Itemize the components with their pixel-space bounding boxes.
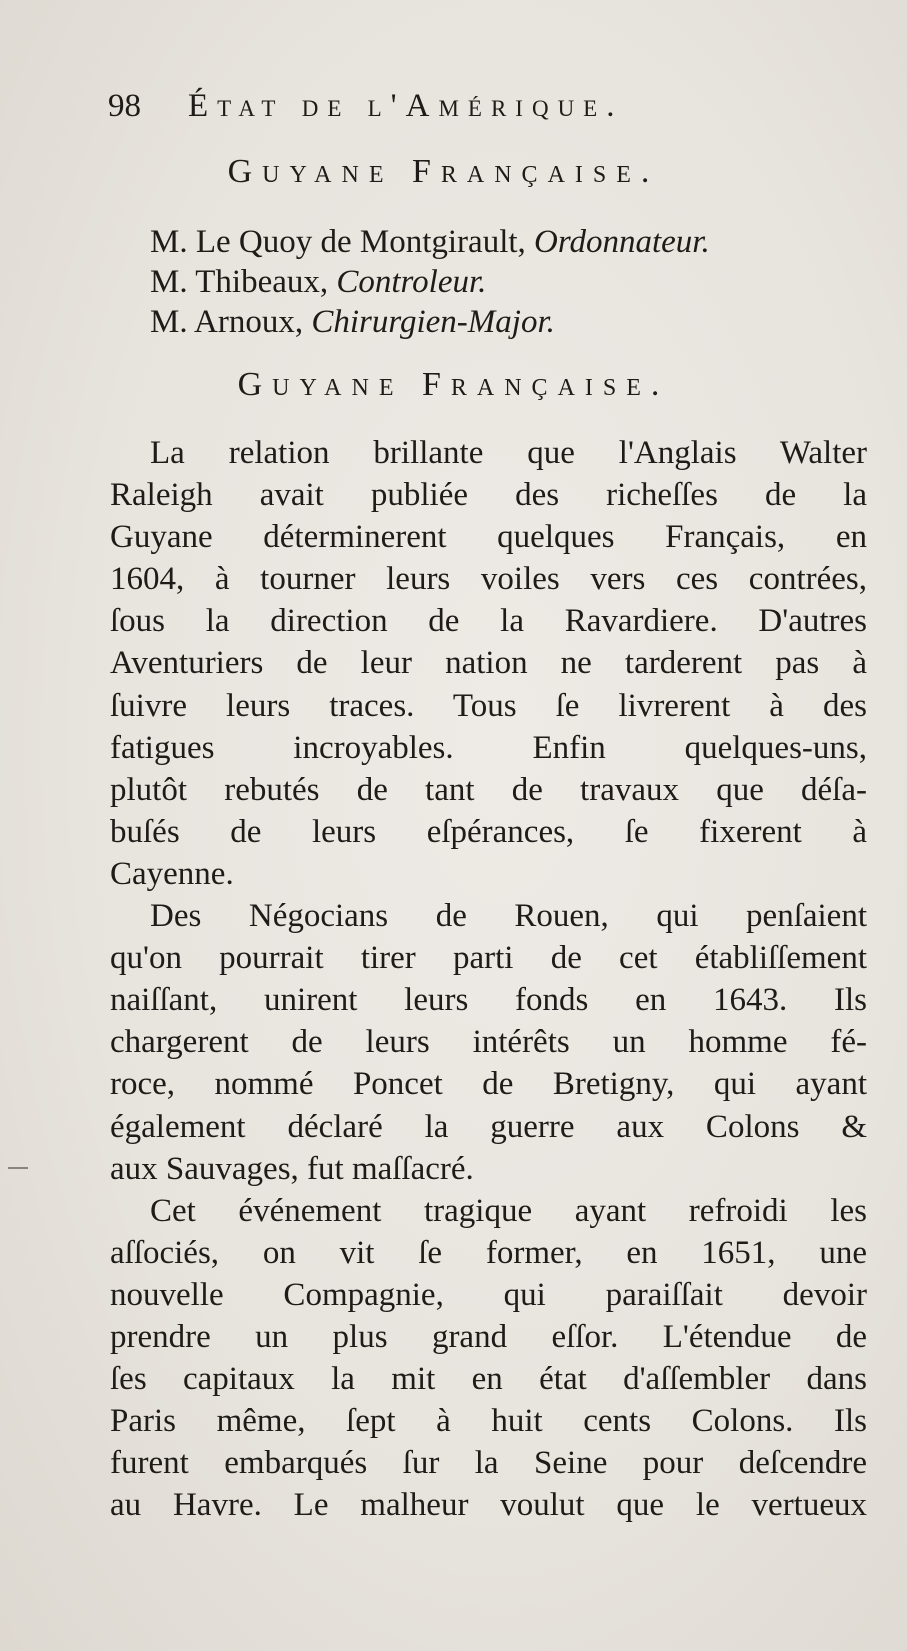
text-line: aux Sauvages, fut maſſacré.: [110, 1150, 474, 1187]
text-line: prendre un plus grand eſſor. L'étendue de: [110, 1318, 867, 1355]
staff-entry: [150, 302, 870, 342]
staff-role: Chirurgien-Major.: [311, 304, 555, 340]
text-line: Cayenne.: [110, 855, 234, 892]
text-line: 1604, à tourner leurs voiles vers ces contrées,: [110, 561, 867, 598]
text-line: également déclaré la guerre aux Colons &: [110, 1108, 867, 1145]
running-title: État de l'Amérique.: [188, 88, 624, 124]
text-line: La relation brillante que l'Anglais Walter: [150, 435, 867, 471]
text-line: furent embarqués ſur la Seine pour deſcendre: [110, 1445, 867, 1482]
text-line: ſes capitaux la mit en état d'aſſembler dans: [110, 1361, 867, 1398]
staff-name: M. Le Quoy de Montgirault,: [150, 224, 535, 260]
staff-list: [150, 222, 870, 342]
text-line: roce, nommé Poncet de Bretigny, qui ayant: [110, 1066, 867, 1103]
text-line: qu'on pourrait tirer parti de cet établiſſement: [110, 940, 867, 977]
staff-entry: [150, 262, 870, 302]
staff-name: M. Arnoux,: [150, 304, 312, 340]
text-line: Guyane déterminerent quelques Français, en: [110, 519, 867, 556]
text-line: chargerent de leurs intérêts un homme fé-: [110, 1024, 867, 1061]
running-head: [108, 86, 788, 126]
text-line: Cet événement tragique ayant refroidi les: [150, 1192, 867, 1229]
section-heading-2: Guyane Française.: [237, 366, 670, 403]
text-line: ſous la direction de la Ravardiere. D'autres: [110, 603, 867, 640]
staff-role: Ordonnateur.: [534, 224, 710, 260]
text-line: Des Négocians de Rouen, qui penſaient: [150, 898, 867, 935]
page-number: 98: [108, 88, 141, 124]
text-line: fatigues incroyables. Enfin quelques-uns,: [110, 729, 867, 766]
margin-mark: [8, 1167, 28, 1169]
text-line: Paris même, ſept à huit cents Colons. Ils: [110, 1403, 867, 1440]
text-line: buſés de leurs eſpérances, ſe fixerent à: [110, 813, 867, 850]
section-heading-1: Guyane Française.: [227, 153, 660, 190]
text-line: Aventuriers de leur nation ne tarderent pas à: [110, 645, 867, 682]
text-line: au Havre. Le malheur voulut que le vertueux: [110, 1487, 867, 1524]
staff-role: Controleur.: [336, 264, 487, 300]
staff-entry: [150, 222, 870, 262]
text-line: Raleigh avait publiée des richeſſes de la: [110, 477, 867, 514]
text-line: naiſſant, unirent leurs fonds en 1643. Ils: [110, 982, 867, 1019]
text-line: nouvelle Compagnie, qui paraiſſait devoir: [110, 1276, 867, 1313]
text-line: aſſociés, on vit ſe former, en 1651, une: [110, 1234, 867, 1271]
text-line: plutôt rebutés de tant de travaux que déſa-: [110, 771, 867, 808]
staff-name: M. Thibeaux,: [150, 264, 337, 300]
body-text: [110, 432, 867, 1526]
text-line: ſuivre leurs traces. Tous ſe livrerent à des: [110, 687, 867, 724]
